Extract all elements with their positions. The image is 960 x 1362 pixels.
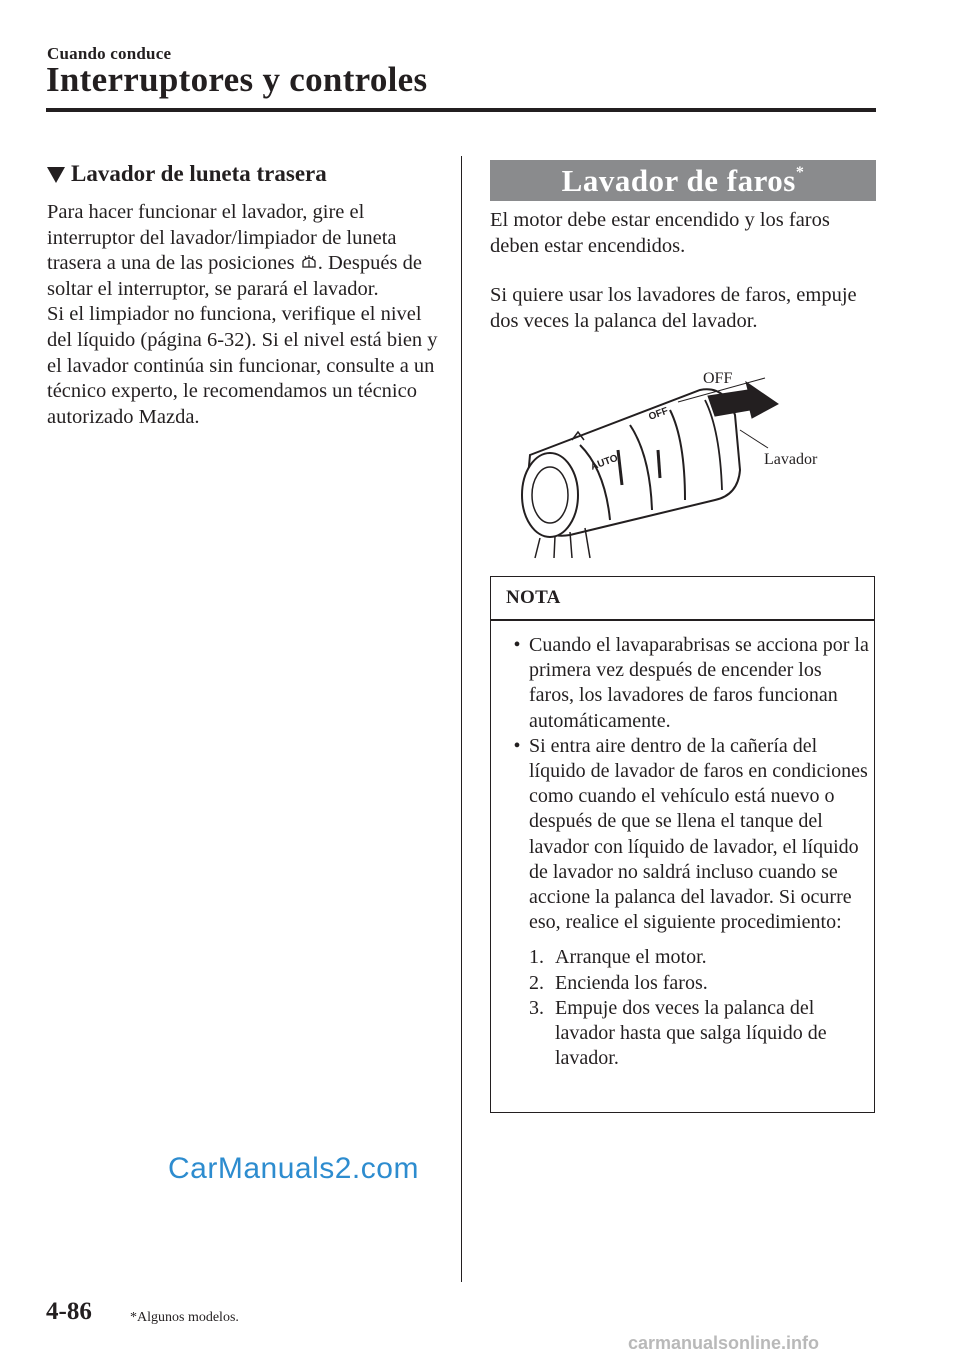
rear-washer-text-a: Para hacer funcionar el lavador, gire el interruptor del lavador/limpiador de luneta trasera a una de las posiciones bbox=[47, 201, 397, 275]
step-text: Empuje dos veces la palanca del lavador hasta que salga líquido de lavador. bbox=[555, 996, 827, 1070]
nota-step-2 bbox=[529, 971, 869, 996]
page-number: 4-86 bbox=[46, 1298, 92, 1325]
nota-bullet-text: Si entra aire dentro de la cañería del líquido de lavador de faros en condiciones como cuando el vehículo está nuevo o después de que se llena el tanque del lavador con líquido de lavador, el líquido de lavador no saldrá incluso cuando se accione la palanca del lavador. Si ocurre eso, realice el siguiente procedimiento: bbox=[529, 734, 868, 934]
lever-auto-marking: AUTO bbox=[589, 452, 620, 473]
rear-washer-paragraph-1 bbox=[47, 200, 442, 302]
header-rule bbox=[46, 108, 876, 112]
headlight-washer-paragraph-1: El motor debe estar encendido y los faros deben estar encendidos. bbox=[490, 209, 830, 257]
nota-step-3 bbox=[529, 996, 869, 1072]
triangle-down-icon bbox=[47, 167, 65, 183]
rear-washer-body bbox=[47, 200, 442, 430]
nota-step-1 bbox=[529, 945, 869, 970]
rear-washer-text-b: . Después de soltar el interruptor, se parará el lavador. bbox=[47, 252, 422, 300]
step-number: 2. bbox=[529, 971, 544, 994]
step-text: Arranque el motor. bbox=[555, 946, 707, 969]
section-label: Cuando conduce bbox=[47, 44, 172, 63]
bullet-marker: • bbox=[513, 634, 521, 656]
figure-label-off: OFF bbox=[703, 370, 733, 387]
nota-content bbox=[505, 633, 869, 1071]
lever-off-marking: OFF bbox=[647, 405, 670, 423]
nota-divider bbox=[491, 619, 874, 621]
rear-washer-heading bbox=[47, 161, 327, 187]
banner-mark: * bbox=[795, 164, 805, 181]
watermark-carmanuals2: CarManuals2.com bbox=[168, 1152, 419, 1185]
chapter-title: Interruptores y controles bbox=[46, 60, 428, 99]
headlight-washer-banner bbox=[490, 160, 876, 201]
rear-washer-icon bbox=[300, 253, 318, 271]
footnote: *Algunos modelos. bbox=[130, 1310, 239, 1325]
nota-steps bbox=[505, 945, 869, 1071]
nota-bullet-1 bbox=[505, 633, 869, 734]
step-number: 1. bbox=[529, 946, 544, 969]
nota-bullet-text: Cuando el lavaparabrisas se acciona por la primera vez después de encender los faros, los lavadores de faros funcionan automáticamente. bbox=[529, 634, 869, 732]
step-number: 3. bbox=[529, 996, 544, 1019]
nota-box bbox=[490, 576, 875, 1113]
headlight-washer-paragraph-2: Si quiere usar los lavadores de faros, empuje dos veces la palanca del lavador. bbox=[490, 284, 857, 332]
figure-label-lavador: Lavador bbox=[764, 451, 818, 468]
banner-title: Lavador de faros bbox=[561, 163, 796, 198]
watermark-carmanualsonline: carmanualsonline.info bbox=[628, 1333, 820, 1353]
step-text: Encienda los faros. bbox=[555, 971, 708, 994]
column-divider bbox=[461, 156, 462, 1282]
rear-washer-heading-text: Lavador de luneta trasera bbox=[71, 161, 327, 186]
nota-bullet-2 bbox=[505, 734, 869, 936]
nota-title: NOTA bbox=[506, 587, 561, 608]
rear-washer-paragraph-2: Si el limpiador no funciona, verifique el nivel del líquido (página 6-32). Si el nivel está bien y el lavador continúa sin funcionar, consulte a un técnico experto, le recomendamos un técnico autorizado Mazda. bbox=[47, 303, 438, 428]
bullet-marker: • bbox=[513, 734, 521, 757]
